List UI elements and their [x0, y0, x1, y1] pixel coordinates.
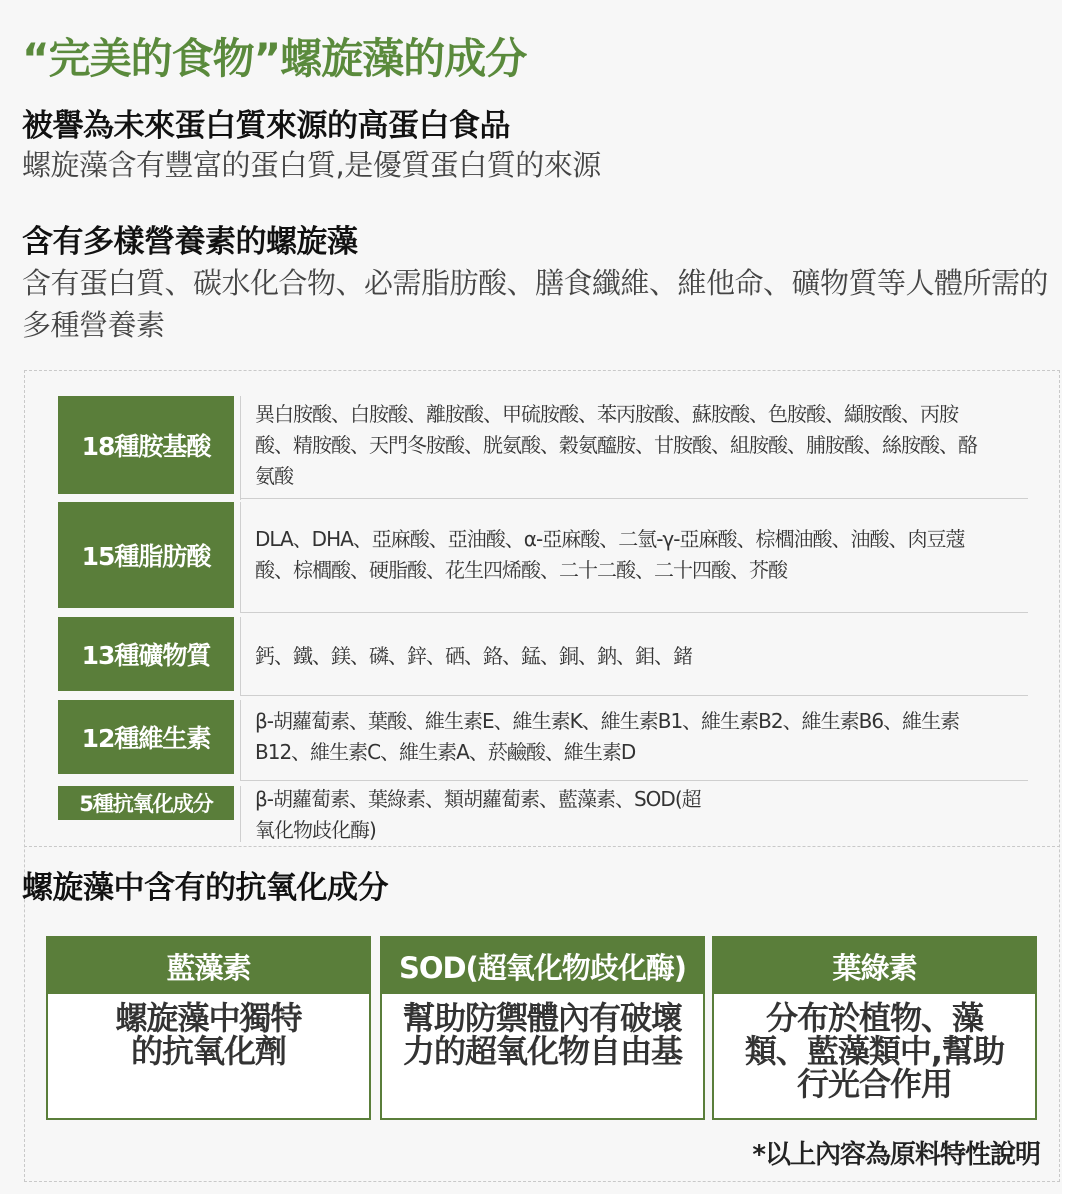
nutrient-label: 18種胺基酸: [58, 396, 234, 494]
nutrient-row-fatty-acids: [58, 502, 1028, 608]
page-title: “完美的食物”螺旋藻的成分: [22, 34, 527, 83]
section2-heading: 含有多樣營養素的螺旋藻: [22, 224, 358, 260]
nutrient-content: 鈣、鐵、鎂、磷、鋅、硒、鉻、錳、銅、鈉、鉬、鍺: [255, 643, 692, 668]
card-title: SOD(超氧化物歧化酶): [382, 938, 703, 994]
nutrient-row-minerals: [58, 617, 1028, 691]
divider: [240, 695, 1028, 696]
antioxidant-heading: 螺旋藻中含有的抗氧化成分: [22, 870, 388, 906]
card-body: 螺旋藻中獨特的抗氧化劑: [115, 999, 302, 1070]
right-margin: [1062, 0, 1080, 1194]
divider: [240, 780, 1028, 781]
card-title: 葉綠素: [714, 938, 1035, 994]
section1-text: 螺旋藻含有豐富的蛋白質,是優質蛋白質的來源: [22, 148, 601, 182]
card-title: 藍藻素: [48, 938, 369, 994]
nutrient-label: 12種維生素: [58, 700, 234, 774]
card-body: 幫助防禦體內有破壞力的超氧化物自由基: [402, 999, 682, 1070]
nutrient-content: β-胡蘿蔔素、葉酸、維生素E、維生素K、維生素B1、維生素B2、維生素B6、維生素B12、維生素C、維生素A、菸鹼酸、維生素D: [255, 709, 960, 764]
divider: [240, 786, 241, 842]
divider: [240, 396, 241, 500]
section2-text: 含有蛋白質、碳水化合物、必需脂肪酸、膳食纖維、維他命、礦物質等人體所需的多種營養素: [22, 266, 1049, 342]
card-sod: [380, 936, 705, 1120]
card-chlorophyll: [712, 936, 1037, 1120]
nutrient-content: DLA、DHA、亞麻酸、亞油酸、α-亞麻酸、二氫-γ-亞麻酸、棕櫚油酸、油酸、肉豆蔻酸、棕櫚酸、硬脂酸、花生四烯酸、二十二酸、二十四酸、芥酸: [255, 527, 965, 582]
divider: [240, 502, 241, 612]
nutrient-label: 13種礦物質: [58, 617, 234, 691]
nutrient-content: β-胡蘿蔔素、葉綠素、類胡蘿蔔素、藍藻素、SOD(超氧化物歧化酶): [255, 787, 701, 842]
section1-heading: 被譽為未來蛋白質來源的高蛋白食品: [22, 108, 510, 144]
nutrient-row-amino-acids: [58, 396, 1028, 494]
divider: [240, 498, 1028, 499]
nutrient-label: 5種抗氧化成分: [58, 786, 234, 820]
divider: [240, 612, 1028, 613]
nutrient-row-vitamins: [58, 700, 1028, 774]
section-divider: [24, 846, 1060, 847]
divider: [240, 700, 241, 780]
nutrient-row-antioxidants: [58, 786, 1028, 842]
nutrient-content: 異白胺酸、白胺酸、離胺酸、甲硫胺酸、苯丙胺酸、蘇胺酸、色胺酸、纈胺酸、丙胺酸、精胺酸、天門冬胺酸、胱氨酸、穀氨醯胺、甘胺酸、組胺酸、脯胺酸、絲胺酸、酪氨酸: [255, 401, 977, 488]
divider: [240, 617, 241, 695]
card-phycocyanin: [46, 936, 371, 1120]
card-body: 分布於植物、藻類、藍藻類中,幫助行光合作用: [744, 999, 1005, 1103]
nutrient-label: 15種脂肪酸: [58, 502, 234, 608]
footnote: *以上內容為原料特性說明: [752, 1140, 1040, 1170]
